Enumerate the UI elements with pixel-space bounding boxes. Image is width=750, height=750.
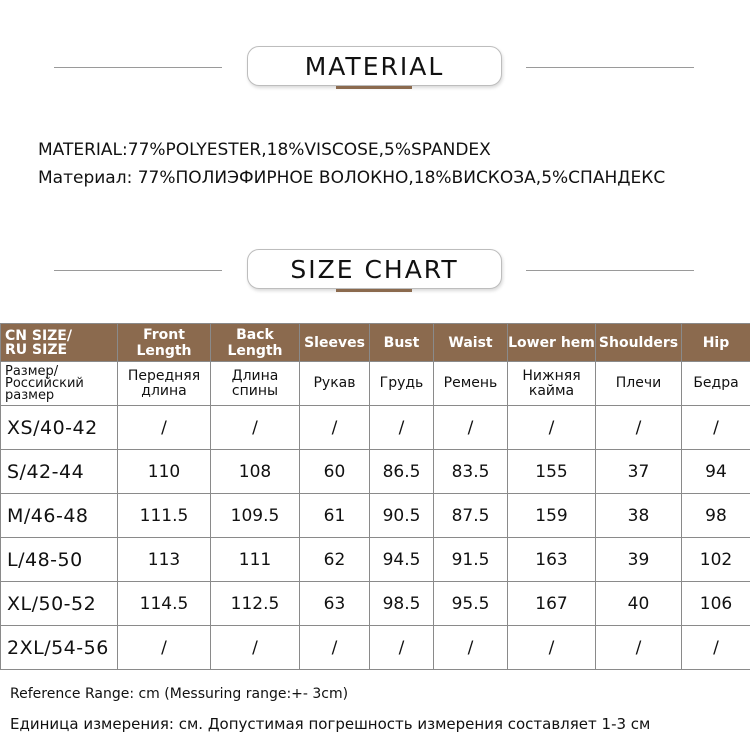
header-row-en-sleeves-cell: Sleeves [300, 324, 370, 362]
table-row-sleeves-cell: 63 [300, 582, 370, 626]
reference-range-en: Reference Range: cm (Messuring range:+- 3cm) [10, 686, 349, 702]
table-row-size-cell: 2XL/54-56 [1, 626, 118, 670]
header-row-ru-bust-cell: Грудь [370, 362, 434, 406]
table-row-sleeves-cell: 62 [300, 538, 370, 582]
table-row-front-length-cell: / [118, 406, 211, 450]
table-row-hip-cell: 106 [682, 582, 750, 626]
header-row-en-size-cell: CN SIZE/ RU SIZE [1, 324, 118, 362]
header-row-en-shoulders-cell: Shoulders [596, 324, 682, 362]
material-title-box [247, 46, 502, 86]
header-row-ru-sleeves-cell: Рукав [300, 362, 370, 406]
table-row [1, 494, 750, 538]
table-row-sleeves-cell: 61 [300, 494, 370, 538]
header-row-en-bust-cell: Bust [370, 324, 434, 362]
title-accent-bar [336, 86, 412, 89]
table-row-hip-cell: 94 [682, 450, 750, 494]
table-row-shoulders-cell: 38 [596, 494, 682, 538]
material-composition-ru: Материал: 77%ПОЛИЭФИРНОЕ ВОЛОКНО,18%ВИСКОЗА,5%СПАНДЕКС [38, 168, 666, 188]
table-row [1, 626, 750, 670]
table-row-front-length-cell: 114.5 [118, 582, 211, 626]
title-accent-bar [336, 289, 412, 292]
table-row-shoulders-cell: 37 [596, 450, 682, 494]
table-row-size-cell: L/48-50 [1, 538, 118, 582]
table-row [1, 582, 750, 626]
header-row-ru-shoulders-cell: Плечи [596, 362, 682, 406]
header-row-en [1, 324, 750, 362]
table-row-size-cell: M/46-48 [1, 494, 118, 538]
table-row-bust-cell: 90.5 [370, 494, 434, 538]
table-row-front-length-cell: 113 [118, 538, 211, 582]
table-row-lower-hem-cell: 159 [508, 494, 596, 538]
size-chart-table [0, 323, 750, 670]
table-row-bust-cell: / [370, 626, 434, 670]
table-row-waist-cell: 95.5 [434, 582, 508, 626]
table-row-shoulders-cell: 39 [596, 538, 682, 582]
table-row-front-length-cell: 111.5 [118, 494, 211, 538]
material-section-header [0, 46, 750, 96]
header-row-en-waist-cell: Waist [434, 324, 508, 362]
table-row-bust-cell: 94.5 [370, 538, 434, 582]
table-row-size-cell: S/42-44 [1, 450, 118, 494]
table-row-waist-cell: 83.5 [434, 450, 508, 494]
table-row-shoulders-cell: 40 [596, 582, 682, 626]
table-row-hip-cell: / [682, 626, 750, 670]
header-row-ru-front-length-cell: Передняя длина [118, 362, 211, 406]
table-row-back-length-cell: 111 [211, 538, 300, 582]
table-row-front-length-cell: / [118, 626, 211, 670]
table-row-shoulders-cell: / [596, 626, 682, 670]
table-row-lower-hem-cell: 167 [508, 582, 596, 626]
table-row-hip-cell: 102 [682, 538, 750, 582]
table-row-hip-cell: 98 [682, 494, 750, 538]
size-chart-section-header [0, 249, 750, 299]
table-row-bust-cell: / [370, 406, 434, 450]
header-row-en-lower-hem-cell: Lower hem [508, 324, 596, 362]
header-row-ru-waist-cell: Ремень [434, 362, 508, 406]
header-row-en-front-length-cell: Front Length [118, 324, 211, 362]
table-row-waist-cell: 87.5 [434, 494, 508, 538]
reference-range-ru: Единица измерения: см. Допустимая погрешность измерения составляет 1-3 см [10, 715, 651, 733]
table-row [1, 406, 750, 450]
table-row-size-cell: XS/40-42 [1, 406, 118, 450]
divider-line [54, 67, 222, 68]
table-row-back-length-cell: 112.5 [211, 582, 300, 626]
table-row-bust-cell: 98.5 [370, 582, 434, 626]
header-row-ru-hip-cell: Бедра [682, 362, 750, 406]
table-row-lower-hem-cell: 163 [508, 538, 596, 582]
header-row-ru [1, 362, 750, 406]
table-row-sleeves-cell: / [300, 626, 370, 670]
header-row-ru-size-cell: Размер/ Российский размер [1, 362, 118, 406]
table-row-sleeves-cell: 60 [300, 450, 370, 494]
header-row-ru-lower-hem-cell: Нижняя кайма [508, 362, 596, 406]
material-composition-en: MATERIAL:77%POLYESTER,18%VISCOSE,5%SPANDEX [38, 140, 491, 160]
table-row-waist-cell: / [434, 406, 508, 450]
table-row-shoulders-cell: / [596, 406, 682, 450]
size-chart-title: SIZE CHART [290, 254, 459, 284]
table-row-back-length-cell: / [211, 626, 300, 670]
table-row [1, 450, 750, 494]
table-row-sleeves-cell: / [300, 406, 370, 450]
header-row-en-hip-cell: Hip [682, 324, 750, 362]
divider-line [54, 270, 222, 271]
table-row-back-length-cell: 108 [211, 450, 300, 494]
divider-line [526, 270, 694, 271]
divider-line [526, 67, 694, 68]
table-row-lower-hem-cell: / [508, 406, 596, 450]
table-row-back-length-cell: 109.5 [211, 494, 300, 538]
header-row-ru-back-length-cell: Длина спины [211, 362, 300, 406]
table-row-lower-hem-cell: 155 [508, 450, 596, 494]
table-row-waist-cell: / [434, 626, 508, 670]
table-row-lower-hem-cell: / [508, 626, 596, 670]
table-row-bust-cell: 86.5 [370, 450, 434, 494]
table-row-size-cell: XL/50-52 [1, 582, 118, 626]
table-row [1, 538, 750, 582]
table-row-back-length-cell: / [211, 406, 300, 450]
material-title: MATERIAL [304, 51, 445, 81]
size-chart-title-box [247, 249, 502, 289]
table-row-front-length-cell: 110 [118, 450, 211, 494]
header-row-en-back-length-cell: Back Length [211, 324, 300, 362]
table-row-hip-cell: / [682, 406, 750, 450]
table-row-waist-cell: 91.5 [434, 538, 508, 582]
